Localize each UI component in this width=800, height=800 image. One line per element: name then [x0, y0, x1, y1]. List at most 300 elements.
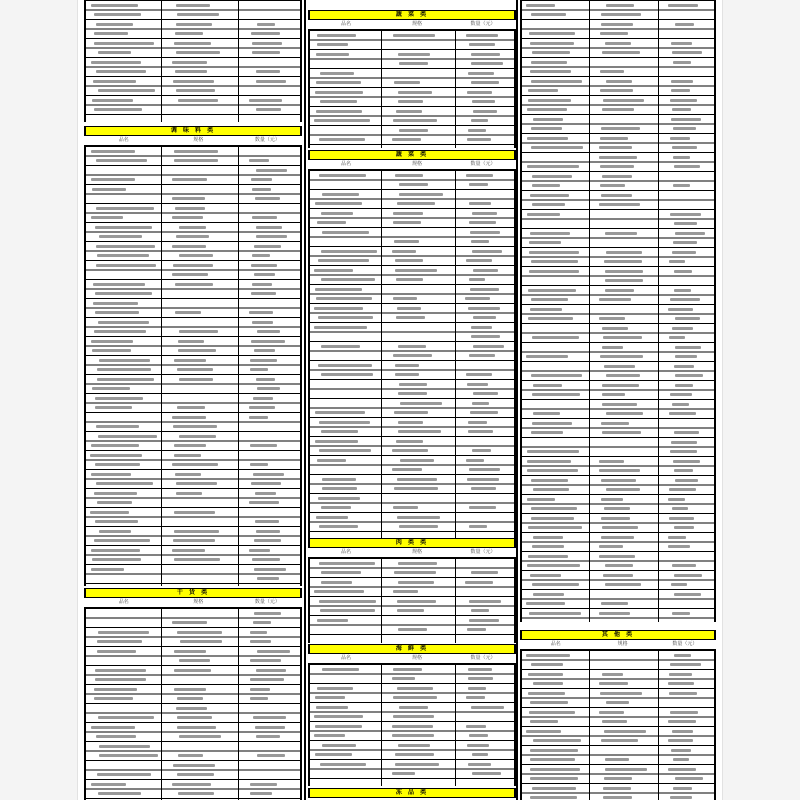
cell-text [250, 697, 268, 700]
cell-text [176, 89, 215, 92]
column-header-qty: 数量（元） [672, 641, 698, 647]
column-header-name: 品名 [340, 549, 351, 555]
cell-text [668, 720, 696, 723]
cell-text [91, 726, 135, 729]
cell-text [317, 619, 349, 622]
column-header-qty: 数量（元） [470, 549, 496, 555]
cell-text [600, 692, 642, 695]
cell-text [393, 696, 437, 699]
cell-text [466, 34, 498, 37]
cell-text [96, 482, 153, 485]
cell-text [178, 340, 205, 343]
cell-text [318, 497, 360, 500]
cell-text [321, 212, 352, 215]
cell-text [675, 374, 704, 377]
column-header-spec: 规格 [617, 641, 628, 647]
cell-text [254, 612, 281, 615]
cell-text [321, 571, 361, 574]
cell-text [393, 506, 418, 509]
cell-text [670, 213, 700, 216]
cell-text [602, 108, 634, 111]
cell-text [98, 51, 130, 54]
cell-text [399, 129, 428, 132]
cell-text [96, 159, 147, 162]
cell-text [674, 165, 700, 168]
cell-text [256, 235, 287, 238]
cell-text [319, 421, 370, 424]
cell-text [530, 768, 580, 771]
cell-text [601, 602, 629, 605]
cell-text [605, 289, 635, 292]
cell-text [392, 772, 415, 775]
cell-text [605, 279, 644, 282]
cell-text [96, 245, 156, 248]
cell-text [673, 758, 689, 761]
cell-text [674, 289, 691, 292]
cell-text [473, 316, 496, 319]
cell-text [466, 373, 492, 376]
cell-text [674, 593, 702, 596]
cell-text [174, 444, 206, 447]
cell-text [392, 449, 428, 452]
cell-text [599, 203, 640, 206]
cell-text [398, 100, 423, 103]
column-header-spec: 规格 [193, 599, 204, 605]
cell-text [394, 240, 420, 243]
cell-text [529, 612, 581, 615]
cell-text [394, 411, 428, 414]
cell-text [315, 411, 365, 414]
cell-text [469, 619, 500, 622]
cell-text [668, 308, 693, 311]
cell-text [397, 478, 437, 481]
table-rows [520, 650, 716, 800]
cell-text [470, 288, 499, 291]
cell-text [97, 773, 151, 776]
cell-text [320, 763, 367, 766]
cell-text [254, 539, 281, 542]
section-vegetables [308, 150, 516, 538]
cell-text [174, 159, 218, 162]
cell-text [91, 549, 140, 552]
cell-text [606, 701, 629, 704]
cell-text [176, 707, 207, 710]
section-header: 蔬 菜 类 [308, 150, 516, 160]
cell-text [251, 482, 281, 485]
cell-text [99, 530, 131, 533]
cell-text [257, 330, 281, 333]
cell-text [669, 412, 696, 415]
cell-text [392, 250, 416, 253]
column-header-name: 品名 [118, 137, 129, 143]
cell-text [96, 23, 133, 26]
cell-text [468, 677, 493, 680]
cell-text [397, 687, 434, 690]
cell-text [528, 692, 566, 695]
cell-text [179, 659, 210, 662]
cell-text [319, 600, 376, 603]
cell-text [254, 245, 281, 248]
cell-text [316, 53, 349, 56]
cell-text [398, 53, 430, 56]
cell-text [601, 739, 638, 742]
cell-text [533, 739, 581, 742]
cell-text [472, 402, 489, 405]
cell-text [675, 317, 700, 320]
cell-text [527, 469, 578, 472]
cell-text [96, 264, 156, 267]
cell-text [317, 459, 346, 462]
cell-text [179, 330, 217, 333]
cell-text [673, 61, 691, 64]
cell-text [530, 574, 560, 577]
cell-text [674, 365, 694, 368]
cell-text [178, 792, 214, 795]
cell-text [672, 730, 693, 733]
cell-text [178, 754, 203, 757]
cell-text [668, 536, 685, 539]
cell-text [673, 460, 701, 463]
cell-text [250, 368, 269, 371]
column-header-name: 品名 [340, 655, 351, 661]
cell-text [471, 53, 500, 56]
cell-text [317, 221, 346, 224]
cell-text [314, 326, 367, 329]
cell-text [322, 231, 369, 234]
cell-text [532, 422, 572, 425]
cell-text [528, 673, 564, 676]
cell-text [467, 744, 489, 747]
cell-text [398, 421, 423, 424]
cell-text [602, 175, 633, 178]
cell-text [604, 365, 635, 368]
cell-text [95, 311, 139, 314]
table-rows [520, 0, 716, 622]
cell-text [528, 99, 570, 102]
cell-text [469, 278, 486, 281]
cell-text [321, 506, 351, 509]
cell-text [173, 264, 212, 267]
spreadsheet-page [78, 0, 722, 800]
cell-text [177, 368, 213, 371]
cell-text [393, 668, 422, 671]
column-header-qty: 数量（元） [470, 21, 496, 27]
cell-text [605, 42, 631, 45]
cell-text [252, 216, 277, 219]
cell-text [531, 127, 562, 130]
cell-text [601, 422, 629, 425]
cell-text [93, 80, 136, 83]
cell-text [177, 631, 221, 634]
cell-text [97, 650, 136, 653]
cell-text [256, 80, 286, 83]
cell-text [395, 259, 423, 262]
cell-text [605, 768, 647, 771]
cell-text [602, 720, 628, 723]
cell-text [98, 631, 149, 634]
cell-text [91, 568, 124, 571]
cell-text [175, 311, 201, 314]
cell-text [317, 43, 348, 46]
cell-text [175, 70, 206, 73]
cell-text [397, 609, 424, 612]
cell-text [600, 355, 642, 358]
cell-text [256, 530, 280, 533]
cell-text [172, 621, 207, 624]
cell-text [469, 600, 500, 603]
cell-text [91, 216, 123, 219]
cell-text [531, 61, 568, 64]
cell-text [393, 212, 423, 215]
cell-text [470, 231, 500, 234]
cell-text [673, 184, 691, 187]
cell-text [396, 316, 424, 319]
column-header-spec: 规格 [411, 655, 422, 661]
cell-text [528, 526, 581, 529]
cell-text [533, 682, 563, 685]
cell-text [469, 468, 499, 471]
column-header-name: 品名 [550, 641, 561, 647]
cell-text [172, 178, 207, 181]
cell-text [393, 354, 432, 357]
cell-text [254, 273, 274, 276]
section-others [520, 630, 716, 800]
section-meat [308, 538, 516, 643]
cell-text [91, 4, 138, 7]
cell-text [395, 373, 419, 376]
cell-text [250, 792, 272, 795]
cell-text [98, 89, 156, 92]
cell-text [469, 43, 496, 46]
cell-text [396, 278, 424, 281]
cell-text [674, 270, 692, 273]
cell-text [175, 283, 213, 286]
cell-text [529, 711, 575, 714]
cell-text [467, 478, 499, 481]
cell-text [469, 525, 487, 528]
cell-text [468, 307, 500, 310]
cell-text [314, 590, 364, 593]
cell-text [602, 431, 641, 434]
cell-text [314, 269, 353, 272]
cell-text [672, 564, 696, 567]
cell-text [673, 156, 690, 159]
cell-text [599, 146, 632, 149]
column-header-spec: 规格 [411, 549, 422, 555]
cell-text [531, 260, 578, 263]
cell-text [469, 734, 488, 737]
cell-text [250, 444, 277, 447]
cell-text [322, 193, 358, 196]
cell-text [252, 51, 279, 54]
cell-text [674, 574, 702, 577]
cell-text [675, 479, 698, 482]
cell-text [392, 725, 434, 728]
cell-text [397, 202, 435, 205]
cell-text [318, 316, 373, 319]
cell-text [321, 373, 373, 376]
cell-text [606, 488, 640, 491]
cell-text [397, 307, 420, 310]
cell-text [530, 758, 576, 761]
cell-text [97, 368, 152, 371]
cell-text [397, 600, 436, 603]
cell-text [601, 536, 634, 539]
cell-text [322, 487, 357, 490]
cell-text [398, 91, 432, 94]
cell-text [250, 678, 284, 681]
cell-text [315, 91, 363, 94]
cell-text [393, 221, 421, 224]
cell-text [252, 321, 274, 324]
cell-text [94, 697, 132, 700]
cell-text [530, 308, 561, 311]
cell-text [532, 787, 577, 790]
cell-text [668, 768, 696, 771]
cell-text [531, 146, 583, 149]
cell-text [472, 753, 489, 756]
cell-text [471, 335, 500, 338]
cell-text [602, 673, 623, 676]
cell-text [602, 403, 637, 406]
cell-text [319, 562, 375, 565]
cell-text [99, 235, 143, 238]
cell-text [252, 558, 280, 561]
cell-text [251, 178, 272, 181]
cell-text [606, 374, 640, 377]
cell-text [533, 412, 560, 415]
cell-text [321, 430, 357, 433]
cell-text [467, 383, 488, 386]
cell-text [671, 42, 692, 45]
cell-text [254, 568, 286, 571]
cell-text [255, 492, 276, 495]
cell-text [179, 226, 205, 229]
cell-text [179, 254, 213, 257]
cell-text [93, 283, 145, 286]
cell-text [674, 526, 694, 529]
cell-text [98, 792, 141, 795]
cell-text [172, 463, 218, 466]
cell-text [175, 207, 205, 210]
cell-text [675, 355, 697, 358]
cell-text [600, 32, 628, 35]
cell-text [471, 609, 489, 612]
middle-column [308, 0, 516, 800]
cell-text [530, 232, 570, 235]
cell-text [471, 119, 488, 122]
cell-text [317, 687, 353, 690]
cell-text [174, 150, 219, 153]
cell-text [528, 555, 568, 558]
cell-text [174, 650, 207, 653]
cell-text [92, 188, 126, 191]
cell-text [97, 501, 133, 504]
cell-text [90, 454, 141, 457]
cell-text [668, 682, 694, 685]
cell-text [469, 221, 496, 224]
cell-text [400, 459, 434, 462]
section-header: 肉 类 类 [308, 538, 516, 548]
cell-text [531, 374, 582, 377]
cell-text [177, 13, 219, 16]
cell-text [668, 739, 693, 742]
cell-text [317, 34, 356, 37]
cell-text [315, 696, 346, 699]
cell-text [671, 441, 697, 444]
cell-text [93, 302, 138, 305]
cell-text [179, 735, 220, 738]
cell-text [394, 571, 436, 574]
cell-text [94, 330, 146, 333]
cell-text [253, 716, 286, 719]
cell-text [250, 631, 267, 634]
section-frozen [308, 788, 516, 798]
cell-text [530, 749, 578, 752]
cell-text [471, 487, 496, 490]
cell-text [314, 119, 369, 122]
cell-text [322, 668, 360, 671]
cell-text [602, 51, 640, 54]
cell-text [670, 298, 700, 301]
table-rows [308, 664, 516, 786]
cell-text [473, 110, 497, 113]
cell-text [174, 688, 206, 691]
cell-text [469, 354, 495, 357]
cell-text [95, 669, 146, 672]
cell-text [175, 32, 203, 35]
cell-text [249, 159, 269, 162]
table-rows [308, 30, 516, 148]
cell-text [471, 62, 503, 65]
column-divider [304, 0, 306, 800]
cell-text [394, 81, 420, 84]
cell-text [601, 13, 641, 16]
cell-text [316, 706, 349, 709]
cell-text [473, 345, 504, 348]
cell-text [316, 516, 348, 519]
cell-text [602, 327, 627, 330]
cell-text [530, 701, 568, 704]
left-column [84, 0, 302, 800]
cell-text [668, 4, 698, 7]
cell-text [672, 251, 696, 254]
cell-text [393, 119, 437, 122]
cell-text [530, 777, 578, 780]
cell-text [527, 137, 569, 140]
cell-text [602, 384, 639, 387]
cell-text [252, 42, 282, 45]
cell-text [94, 32, 128, 35]
cell-text [95, 226, 152, 229]
column-header-row [84, 598, 302, 608]
cell-text [472, 212, 497, 215]
section-seafood [308, 644, 516, 786]
cell-text [254, 349, 276, 352]
cell-text [531, 298, 567, 301]
cell-text [600, 165, 635, 168]
cell-text [253, 473, 284, 476]
cell-text [249, 311, 273, 314]
cell-text [91, 783, 126, 786]
cell-text [673, 787, 692, 790]
cell-text [670, 137, 690, 140]
cell-text [92, 99, 133, 102]
cell-text [672, 51, 703, 54]
cell-text [530, 720, 557, 723]
cell-text [673, 241, 697, 244]
cell-text [395, 269, 437, 272]
